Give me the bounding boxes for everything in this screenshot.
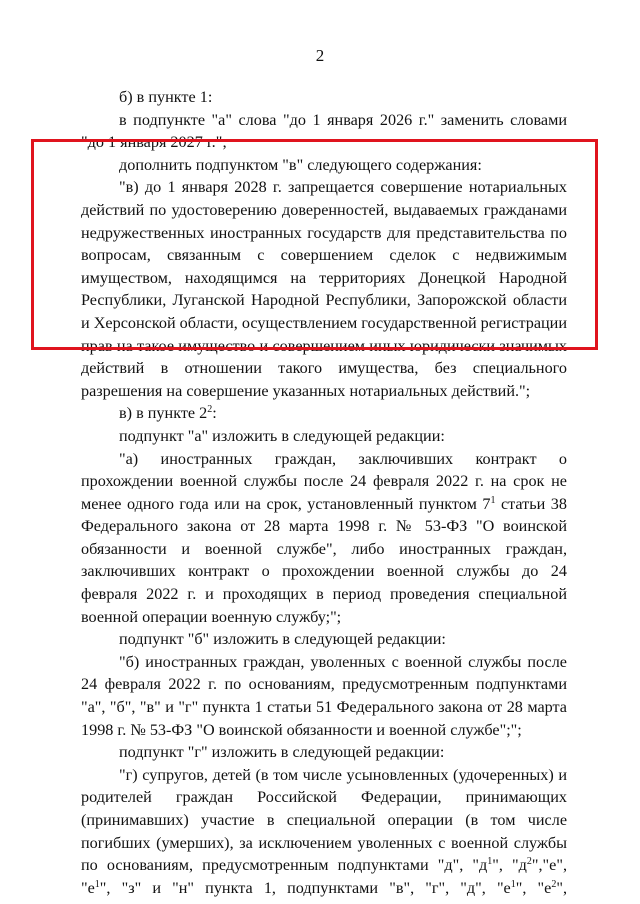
paragraph-5 bbox=[81, 402, 567, 425]
paragraph-7-sup: 1 bbox=[490, 494, 496, 506]
paragraph-5-end: : bbox=[212, 404, 217, 423]
paragraph-11-part-b: ", "д bbox=[492, 856, 527, 875]
paragraph-7-part-b: статьи 38 Федерального закона от 28 марта 1998 г. № 53-ФЗ "О воинской обязанности и военной службе", либо иностранных граждан, заключивших контракт о прохождении военной службы до 24 февраля 2022 г. и проходящих в период проведения специальной военной операции военную службу;"; bbox=[81, 494, 567, 626]
paragraph-1: б) в пункте 1: bbox=[119, 88, 213, 106]
paragraph-11-part-c: ","е", "е bbox=[81, 856, 567, 897]
paragraph-11-part-d: ", "з" и "н" пункта 1, подпунктами "в", "г", "д", "е bbox=[99, 878, 511, 897]
paragraph-11-sup-1: 1 bbox=[487, 856, 493, 868]
paragraph-7 bbox=[81, 448, 567, 629]
paragraph-11-part-a: "г) супругов, детей (в том числе усыновленных (удочеренных) и родителей граждан Российской Федерации, принимающих (принимавших) участие в специальной операции (в том числе погибших (умерших), за исключением уволенных с военной службы по основаниям, предусмотренным подпунктами "д", "д bbox=[81, 765, 567, 875]
paragraph-5-sup: 2 bbox=[207, 404, 213, 416]
paragraph-7-part-a: "а) иностранных граждан, заключивших контракт о прохождении военной службы после 24 февраля 2022 г. на срок не менее одного года или на срок, установленный пунктом 7 bbox=[81, 449, 567, 513]
paragraph-10: подпункт "г" изложить в следующей редакции: bbox=[119, 743, 445, 762]
document-body bbox=[81, 86, 567, 899]
paragraph-11-sup-2: 2 bbox=[526, 856, 532, 868]
paragraph-11-part-e: ", "е bbox=[515, 878, 552, 897]
paragraph-9: "б) иностранных граждан, уволенных с военной службы после 24 февраля 2022 г. по основаниям, предусмотренным подпунктами "а", "б", "в" и "г" пункта 1 статьи 51 Федерального закона от 28 марта 1998 г. № 53-ФЗ "О воинской обязанности и военной службе";"; bbox=[81, 652, 567, 739]
paragraph-4-highlighted: "в) до 1 января 2028 г. запрещается совершение нотариальных действий по удостоверению доверенностей, выдаваемых гражданами недружественных иностранных государств для представительства по вопросам, связанным с совершением сделок с недвижимым имуществом, находящимся на территориях Донецкой Народной Республики, Луганской Народной Республики, Запорожской области и Херсонской области, осуществлением государственной регистрации прав на такое имущество и совершением иных юридически значимых действий в отношении такого имущества, без специального разрешения на совершение указанных нотариальных действий."; bbox=[81, 178, 567, 400]
paragraph-11-sup-4: 1 bbox=[510, 878, 516, 890]
paragraph-11-part-f: ", bbox=[556, 878, 567, 897]
paragraph-6: подпункт "а" изложить в следующей редакции: bbox=[119, 426, 445, 445]
paragraph-11-sup-3: 1 bbox=[94, 878, 100, 890]
paragraph-11 bbox=[81, 764, 567, 900]
paragraph-11-sup-5: 2 bbox=[551, 878, 557, 890]
paragraph-2: в подпункте "а" слова "до 1 января 2026 г." заменить словами "до 1 января 2027 г."; bbox=[81, 110, 567, 152]
paragraph-3: дополнить подпунктом "в" следующего содержания: bbox=[119, 155, 482, 174]
page-number: 2 bbox=[315, 46, 325, 65]
paragraph-5-text: в) в пункте 2 bbox=[119, 404, 208, 423]
paragraph-8: подпункт "б" изложить в следующей редакции: bbox=[119, 630, 446, 649]
